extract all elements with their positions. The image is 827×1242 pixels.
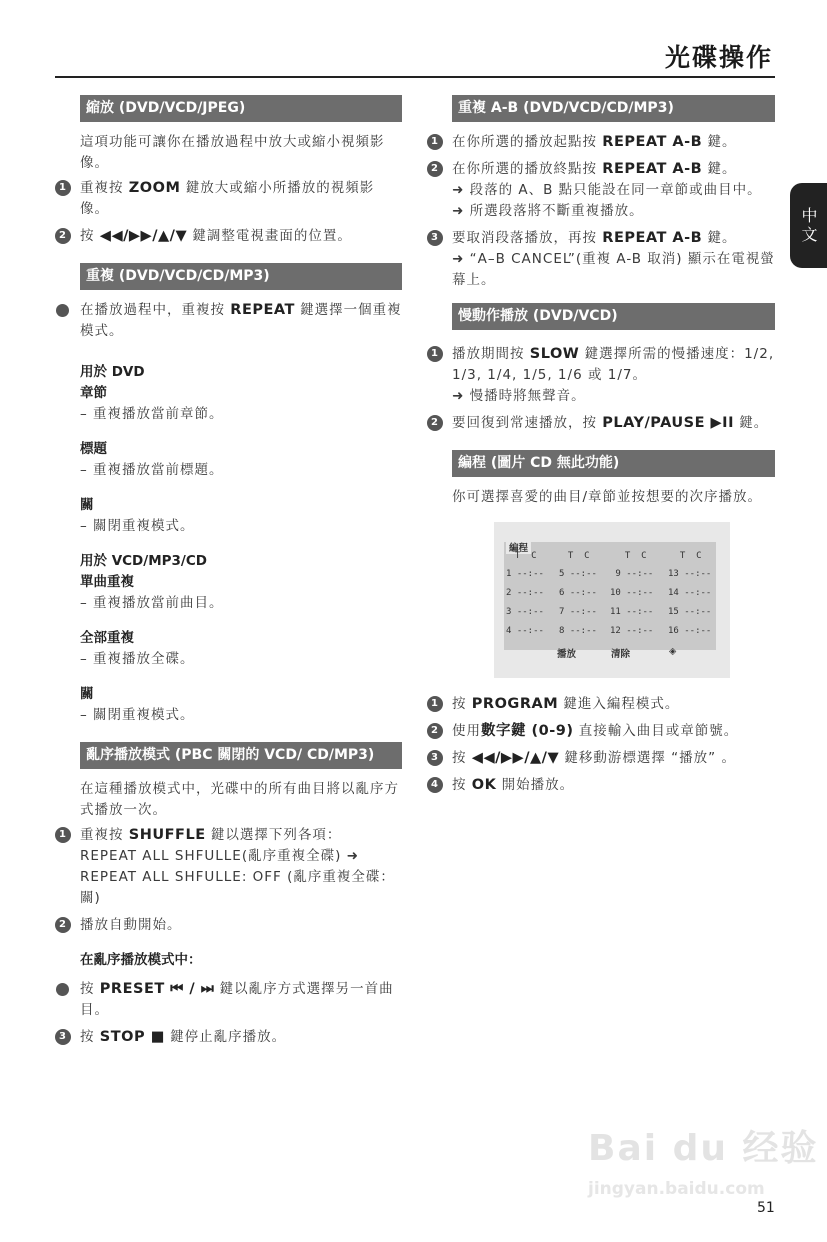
section-heading-zoom: 縮放 (DVD/VCD/JPEG) [80, 95, 402, 122]
step-text: REPEAT ALL SHFULLE: OFF (亂序重複全碟：關) [80, 869, 395, 906]
repeat-off-head: 關 [80, 497, 94, 513]
language-tab [790, 183, 827, 268]
osd-slot: 3 --:-- [506, 607, 544, 617]
program-osd-panel [504, 542, 716, 660]
section-heading-program: 編程 (圖片 CD 無此功能) [452, 450, 775, 477]
key-label: REPEAT A-B [602, 230, 703, 246]
shuffle-subhead: 在亂序播放模式中： [80, 952, 202, 968]
section-heading-slow: 慢動作播放 (DVD/VCD) [452, 303, 775, 330]
step-text: 要取消段落播放，再按 [452, 230, 603, 246]
key-label: SHUFFLE [128, 827, 206, 843]
repeat-dvd-head: 用於 DVD [80, 364, 145, 380]
program-step-1 [427, 694, 775, 715]
slow-step-1 [427, 344, 775, 407]
key-label: ◀◀/▶▶/▲/▼ [99, 228, 188, 244]
step-text: 在你所選的播放起點按 [452, 134, 603, 150]
left-column [55, 95, 402, 1054]
step-text: 鍵停止亂序播放。 [164, 1029, 287, 1045]
osd-slot: 2 --:-- [506, 588, 544, 598]
step-text: 直接輸入曲目或章節號。 [573, 723, 739, 739]
step-number-icon: 1 [427, 346, 443, 362]
step-number-icon: 3 [427, 230, 443, 246]
osd-header: T C [614, 551, 647, 561]
ab-step-3 [427, 228, 775, 291]
ab-step-2 [427, 159, 775, 222]
osd-header: T C [669, 551, 702, 561]
step-number-icon: 3 [427, 750, 443, 766]
key-label: SLOW [529, 346, 580, 362]
step-number-icon: 2 [427, 161, 443, 177]
step-text: 鍵。 [733, 415, 769, 431]
step-number-icon: 2 [55, 917, 71, 933]
step-number-icon: 2 [427, 723, 443, 739]
step-number-icon: 3 [55, 1029, 71, 1045]
osd-slot: 8 --:-- [559, 626, 597, 636]
program-step-2 [427, 721, 775, 742]
osd-title: 編程 [506, 540, 531, 554]
osd-slot: 7 --:-- [559, 607, 597, 617]
osd-header: T C [504, 551, 537, 561]
program-intro: 你可選擇喜愛的曲目/章節並按想要的次序播放。 [452, 489, 763, 505]
key-label: ◀◀/▶▶/▲/▼ [471, 750, 560, 766]
section-heading-repeat: 重複 (DVD/VCD/CD/MP3) [80, 263, 402, 290]
step-number-icon: 1 [427, 696, 443, 712]
step-text: 鍵以選擇下列各項： [205, 827, 342, 843]
step-text: 按 [80, 981, 100, 997]
language-tab-label: 中文 [799, 206, 818, 245]
step-text: 鍵調整電視畫面的位置。 [187, 228, 352, 244]
key-label: REPEAT A-B [602, 161, 703, 177]
bullet-icon [56, 983, 69, 996]
step-text: 播放自動開始。 [80, 917, 182, 933]
osd-slot: 9 --:-- [610, 569, 654, 579]
step-text: 按 [452, 696, 472, 712]
shuffle-step-2 [55, 915, 402, 936]
key-label: PROGRAM [471, 696, 559, 712]
osd-play-option: 播放 [557, 649, 577, 660]
program-osd-screenshot [494, 522, 730, 678]
osd-row [504, 626, 716, 640]
repeat-single-text: – 重複播放當前曲目。 [80, 595, 224, 611]
osd-slot: 14 --:-- [668, 588, 712, 598]
step-number-icon: 1 [55, 827, 71, 843]
step-note: ➜ 段落的 A、B 點只能設在同一章節或曲目中。 [452, 182, 762, 198]
step-text: 在播放過程中，重複按 [80, 302, 231, 318]
page-title: 光碟操作 [664, 43, 773, 72]
osd-row [504, 588, 716, 602]
repeat-off2-text: – 關閉重複模式。 [80, 707, 195, 723]
step-note: ➜ 慢播時將無聲音。 [452, 388, 586, 404]
key-label: PRESET ⏮ / ⏭ [99, 981, 215, 997]
osd-slot: 4 --:-- [506, 626, 544, 636]
zoom-intro: 這項功能可讓你在播放過程中放大或縮小視頻影像。 [80, 134, 385, 171]
osd-slot: 6 --:-- [559, 588, 597, 598]
step-text: 鍵。 [702, 230, 737, 246]
step-text: REPEAT ALL SHFULLE(亂序重複全碟) ➜ [80, 848, 359, 864]
step-text: 在你所選的播放終點按 [452, 161, 603, 177]
key-label: 數字鍵 (0-9) [481, 723, 574, 739]
step-number-icon: 1 [427, 134, 443, 150]
step-text: 按 [80, 228, 100, 244]
step-text: 要回復到常速播放，按 [452, 415, 603, 431]
shuffle-step-1 [55, 825, 402, 909]
step-number-icon: 4 [427, 777, 443, 793]
page-number: 51 [757, 1200, 775, 1216]
step-text: 播放期間按 [452, 346, 530, 362]
watermark-logo: Bai du 经验 [588, 1128, 819, 1169]
osd-slot: 10 --:-- [610, 588, 654, 598]
section-heading-shuffle: 亂序播放模式 (PBC 關閉的 VCD/ CD/MP3) [80, 742, 402, 769]
header-rule [55, 76, 775, 78]
step-text: 重複按 [80, 180, 129, 196]
osd-slot: 15 --:-- [668, 607, 712, 617]
step-text: 鍵以亂序方式選擇另一首曲目。 [80, 981, 394, 1018]
osd-row [504, 607, 716, 621]
key-label: PLAY/PAUSE ▶II [602, 415, 734, 431]
osd-row [504, 569, 716, 583]
step-text: 使用 [452, 723, 481, 739]
program-step-3 [427, 748, 775, 769]
repeat-title-head: 標題 [80, 441, 107, 457]
osd-slot: 1 --:-- [506, 569, 544, 579]
repeat-chapter-head: 章節 [80, 385, 107, 401]
repeat-off2-head: 關 [80, 686, 94, 702]
section-heading-ab: 重複 A-B (DVD/VCD/CD/MP3) [452, 95, 775, 122]
step-number-icon: 2 [55, 228, 71, 244]
shuffle-intro: 在這種播放模式中，光碟中的所有曲目將以亂序方式播放一次。 [80, 781, 399, 818]
repeat-all-head: 全部重複 [80, 630, 134, 646]
repeat-bullet [55, 300, 402, 342]
step-text: 鍵移動游標選擇 “播放” 。 [559, 750, 736, 766]
repeat-all-text: – 重複播放全碟。 [80, 651, 195, 667]
osd-slot: 11 --:-- [610, 607, 654, 617]
shuffle-bullet [55, 979, 402, 1021]
osd-clear-option: 清除 [611, 649, 631, 660]
step-text: 按 [452, 750, 472, 766]
key-label: ZOOM [128, 180, 181, 196]
program-step-4 [427, 775, 775, 796]
step-text: 重複按 [80, 827, 129, 843]
ab-step-1 [427, 132, 775, 153]
osd-nav-icon: ◈ [669, 646, 677, 657]
step-note: ➜ 所選段落將不斷重複播放。 [452, 203, 644, 219]
repeat-off-text: – 關閉重複模式。 [80, 518, 195, 534]
bullet-icon [56, 304, 69, 317]
osd-slot: 13 --:-- [668, 569, 712, 579]
osd-header-row [504, 551, 716, 565]
watermark-url: jingyan.baidu.com [588, 1179, 765, 1199]
step-text: 按 [452, 777, 472, 793]
step-text: 按 [80, 1029, 100, 1045]
osd-slot: 12 --:-- [610, 626, 654, 636]
osd-slot: 5 --:-- [559, 569, 597, 579]
key-label: OK [471, 777, 497, 793]
repeat-title-text: – 重複播放當前標題。 [80, 462, 224, 478]
step-text: 開始播放。 [496, 777, 575, 793]
zoom-step-1 [55, 178, 402, 220]
step-number-icon: 2 [427, 415, 443, 431]
step-number-icon: 1 [55, 180, 71, 196]
step-text: 鍵進入編程模式。 [558, 696, 680, 712]
step-text: 鍵選擇所需的慢播速度：1/2, 1/3, 1/4, 1/5, 1/6 或 1/7。 [452, 346, 775, 383]
step-text: 鍵。 [702, 134, 737, 150]
repeat-single-head: 單曲重複 [80, 574, 134, 590]
slow-step-2 [427, 413, 775, 434]
shuffle-step-3 [55, 1027, 402, 1048]
zoom-step-2 [55, 226, 402, 247]
right-column [427, 95, 775, 802]
repeat-chapter-text: – 重複播放當前章節。 [80, 406, 224, 422]
step-text: 鍵放大或縮小所播放的視頻影像。 [80, 180, 375, 217]
watermark [588, 1120, 819, 1199]
repeat-vcd-head: 用於 VCD/MP3/CD [80, 553, 207, 569]
osd-header: T C [557, 551, 590, 561]
step-text: 鍵選擇一個重複模式。 [80, 302, 402, 339]
osd-footer [504, 646, 716, 660]
key-label: REPEAT [230, 302, 295, 318]
osd-slot: 16 --:-- [668, 626, 712, 636]
step-note: ➜ “A–B CANCEL”(重複 A-B 取消) 顯示在電視螢幕上。 [452, 251, 775, 288]
key-label: STOP ■ [99, 1029, 165, 1045]
step-text: 鍵。 [702, 161, 737, 177]
key-label: REPEAT A-B [602, 134, 703, 150]
